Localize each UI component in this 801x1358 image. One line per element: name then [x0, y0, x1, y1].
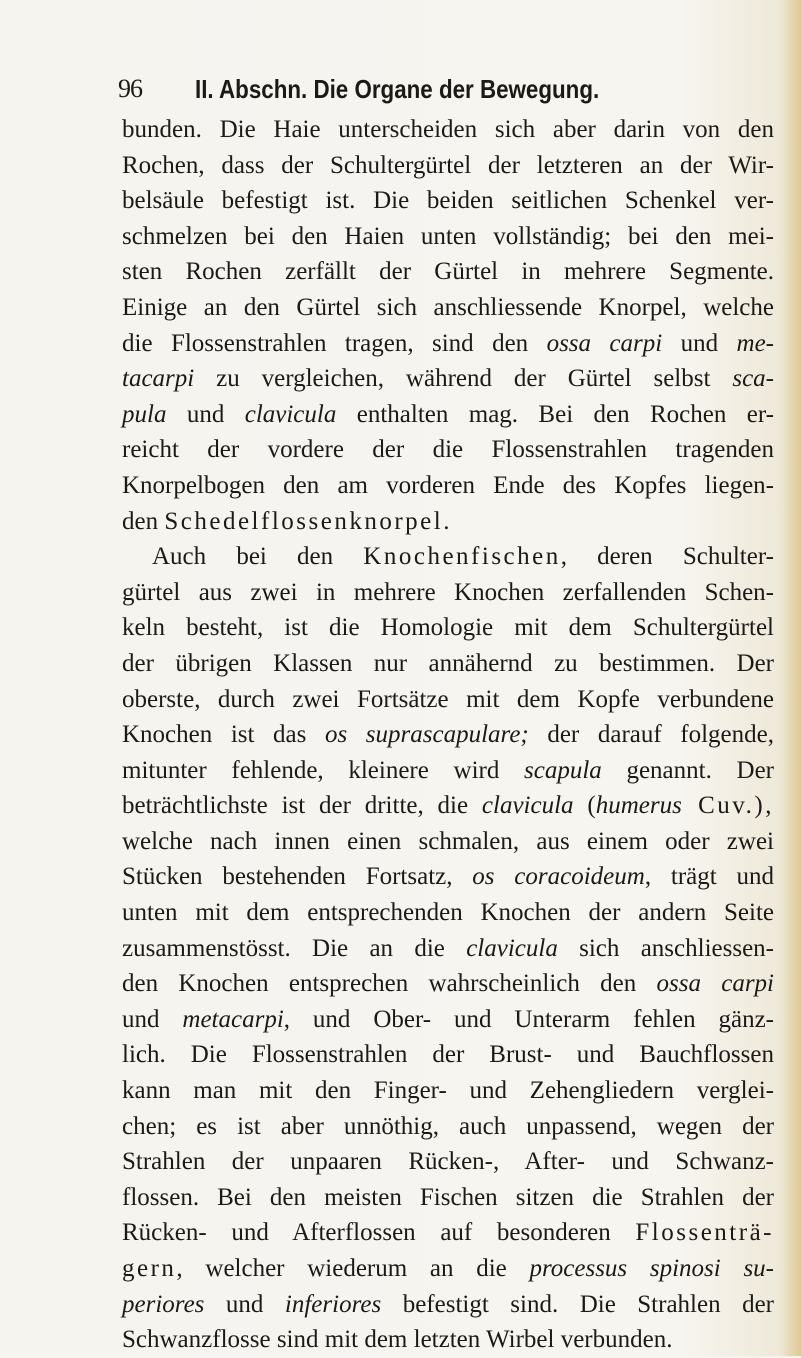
- text-line: Schwanzflosse sind mit dem letzten Wirbel verbunden.: [122, 1326, 673, 1354]
- text-line: die Flossenstrahlen tragen, sind den ossa carpi und me-: [122, 329, 775, 357]
- page-header: [0, 74, 801, 110]
- running-head: II. Abschn. Die Organe der Bewegung.: [195, 74, 600, 104]
- text-line: und metacarpi, und Ober- und Unterarm fehlen gänz-: [122, 1005, 774, 1033]
- text-line: Stücken bestehenden Fortsatz, os coracoideum, trägt und: [122, 863, 774, 891]
- text-line: Einige an den Gürtel sich anschliessende Knorpel, welche: [122, 293, 774, 321]
- text-line: den Knochen entsprechen wahrscheinlich den ossa carpi: [122, 970, 774, 998]
- page-edge-shadow: [783, 0, 801, 1356]
- text-line: welche nach innen einen schmalen, aus einem oder zwei: [122, 827, 774, 855]
- text-line: chen; es ist aber unnöthig, auch unpassend, wegen der: [122, 1112, 774, 1140]
- text-line: der übrigen Klassen nur annähernd zu bestimmen. Der: [122, 649, 774, 677]
- page-number: 96: [118, 74, 142, 103]
- text-line: kann man mit den Finger- und Zehengliedern verglei-: [122, 1077, 774, 1105]
- text-line: gern, welcher wiederum an die processus spinosi su-: [122, 1255, 775, 1282]
- text-line: tacarpi zu vergleichen, während der Gürtel selbst sca-: [122, 365, 774, 393]
- text-line: Knochen ist das os suprascapulare; der darauf folgende,: [122, 721, 774, 749]
- text-line: Rochen, dass der Schultergürtel der letzteren an der Wir-: [122, 151, 774, 179]
- text-line: den Schedelflossenknorpel.: [122, 507, 450, 535]
- text-line: periores und inferiores befestigt sind. Die Strahlen der: [122, 1290, 775, 1318]
- text-line: schmelzen bei den Haien unten vollständig; bei den mei-: [122, 222, 774, 250]
- text-line: gürtel aus zwei in mehrere Knochen zerfallenden Schen-: [122, 578, 774, 606]
- text-line: bunden. Die Haie unterscheiden sich aber darin von den: [122, 116, 774, 143]
- text-line: belsäule befestigt ist. Die beiden seitlichen Schenkel ver-: [122, 187, 774, 215]
- text-line: Knorpelbogen den am vorderen Ende des Kopfes liegen-: [122, 471, 774, 499]
- text-line: beträchtlichste ist der dritte, die clavicula (humerus Cuv.),: [122, 792, 774, 820]
- text-line: sten Rochen zerfällt der Gürtel in mehrere Segmente.: [122, 258, 774, 286]
- text-line: keln besteht, ist die Homologie mit dem Schultergürtel: [122, 614, 774, 642]
- text-line: pula und clavicula enthalten mag. Bei den Rochen er-: [122, 400, 774, 428]
- paragraph-start-line: Auch bei den Knochenfischen, deren Schulter-: [152, 543, 774, 571]
- text-line: mitunter fehlende, kleinere wird scapula genannt. Der: [122, 756, 774, 784]
- text-line: zusammenstösst. Die an die clavicula sich anschliessen-: [122, 934, 774, 962]
- text-line: lich. Die Flossenstrahlen der Brust- und Bauchflossen: [122, 1041, 774, 1069]
- text-line: Strahlen der unpaaren Rücken-, After- und Schwanz-: [122, 1148, 774, 1176]
- text-line: reicht der vordere der die Flossenstrahlen tragenden: [122, 436, 774, 464]
- text-line: oberste, durch zwei Fortsätze mit dem Kopfe verbundene: [122, 685, 774, 713]
- body-text: [122, 112, 774, 1358]
- text-line: Rücken- und Afterflossen auf besonderen Flossenträ-: [122, 1219, 774, 1247]
- text-line: flossen. Bei den meisten Fischen sitzen die Strahlen der: [122, 1183, 774, 1211]
- text-line: unten mit dem entsprechenden Knochen der andern Seite: [122, 899, 774, 927]
